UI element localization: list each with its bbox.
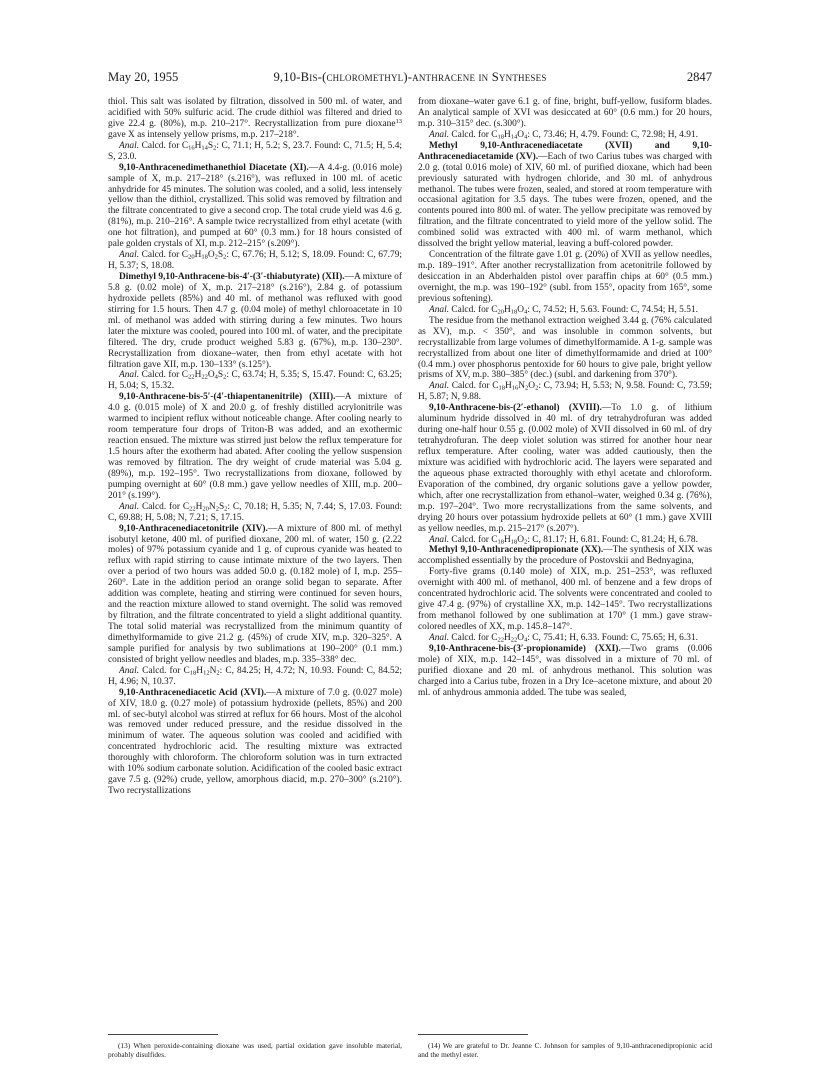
left-column: [108, 97, 402, 797]
left-paragraph: Anal. Calcd. for $C_{22}H_{22}O_4S_2$: C, 63.74; H, 5.35; S, 15.47. Found: C, 63.25; H, 5.04; S, 15.32.: [108, 370, 402, 392]
left-paragraph: Anal. Calcd. for $C_{20}H_{18}O_2S_2$: C, 67.76; H, 5.12; S, 18.09. Found: C, 67.79; H, 5.37; S, 18.08.: [108, 250, 402, 272]
footnote-14-text: (14) We are grateful to Dr. Jeanne C. Johnson for samples of 9,10-anthracenedipropionic acid and the methyl ester.: [418, 1041, 712, 1059]
running-header: [108, 70, 712, 88]
left-paragraph: 9,10-Anthracene-bis-5′-(4′-thiapentanenitrile) (XIII).—A mixture of 4.0 g. (0.015 mole) of X and 20.0 g. of freshly distilled acrylonitrile was warmed to incipient reflux without noticeable change. After cooling nearly to room temperature four drops of Triton-B was added, and an exothermic reaction ensued. The mixture was stirred just below the reflux temperature for 1.5 hours after the exotherm had abated. After cooling the yellow suspension was removed by filtration. The dry weight of crude material was 5.04 g. (89%), m.p. 192–195°. Two recrystallizations from dioxane, followed by pumping overnight at 60° (0.8 mm.) gave yellow needles of XIII, m.p. 200–201° (s.199°).: [108, 392, 402, 501]
anal-label: Anal.: [119, 370, 140, 381]
left-paragraph: 9,10-Anthracenediacetic Acid (XVI).—A mixture of 7.0 g. (0.027 mole) of XIV, 18.0 g. (0.27 mole) of potassium hydroxide (pellets, 85%) and 200 ml. of sec-butyl alcohol was stirred at reflux for 66 hours. Most of the alcohol was removed under reduced pressure, and the residue dissolved in the minimum of water. The aqueous solution was cooled and acidified with concentrated hydrochloric acid. The resulting mixture was extracted thoroughly with chloroform. The chloroform solution was in turn extracted with 10% sodium carbonate solution. Acidification of the cooled basic extract gave 7.5 g. (92%) crude, yellow, amorphous diacid, m.p. 270–300° (s.210°). Two recrystallizations: [108, 687, 402, 797]
compound-heading: 9,10-Anthracene-bis-5′-(4′-thiapentanenitrile) (XIII).: [119, 392, 336, 403]
header-date: May 20, 1955: [108, 70, 179, 84]
anal-label: Anal.: [429, 304, 450, 315]
right-paragraph: Anal. Calcd. for $C_{22}H_{22}O_4$: C, 75.41; H, 6.33. Found: C, 75.65; H, 6.31.: [429, 632, 698, 644]
header-title: 9,10-Bis-(chloromethyl)-anthracene in Syntheses: [273, 70, 547, 84]
anal-label: Anal.: [119, 250, 140, 261]
anal-label: Anal.: [429, 534, 450, 545]
anal-label: Anal.: [119, 501, 140, 512]
left-paragraph: 9,10-Anthracenedimethanethiol Diacetate (XI).—A 4.4-g. (0.016 mole) sample of X, m.p. 217–218° (s.216°), was refluxed in 100 ml. of acetic anhydride for 45 minutes. The solution was cooled, and a solid, less intensely yellow than the dithiol, crystallized. This solid was removed by filtration and the filtrate concentrated to give a second crop. The total crude yield was 4.6 g. (81%), m.p. 210–216°. A sample twice recrystallized from ethyl acetate (with one hot filtration), and pumped at 60° (0.3 mm.) for 18 hours consisted of pale golden crystals of XI, m.p. 212–215° (s.209°).: [108, 162, 402, 250]
right-paragraph: Forty-five grams (0.140 mole) of XIX, m.p. 251–253°, was refluxed overnight with 400 ml. of methanol, 400 ml. of benzene and a few drops of concentrated hydrochloric acid. The solvents were concentrated and cooled to give 47.4 g. (97%) of crystalline XX, m.p. 142–145°. Two recrystallizations from methanol followed by one sublimation at 170° (1 mm.) gave straw-colored needles of XX, m.p. 145.8–147°.: [418, 567, 712, 632]
right-paragraph: 9,10-Anthracene-bis-(2′-ethanol) (XVIII).—To 1.0 g. of lithium aluminum hydride dissolved in 40 ml. of dry tetrahydrofuran was added during one-half hour 0.55 g. (0.002 mole) of XVII dissolved in 60 ml. of dry tetrahydrofuran. The deep violet solution was stirred for another hour near reflux temperature. After cooling, water was added cautiously, then the mixture was acidified with hydrochloric acid. The layers were separated and the aqueous phase extracted thoroughly with ethyl acetate and chloroform. Evaporation of the combined, dry organic solutions gave a yellow powder, which, after one recrystallization from ethanol–water, weighed 0.34 g. (76%), m.p. 197–204°. Two more recrystallizations from the same solvents, and drying 20 hours over potassium hydroxide pellets at 60° (1 mm.) gave XVIII as yellow needles, m.p. 215–217° (s.207°).: [418, 403, 712, 534]
footnote-13: [108, 1041, 402, 1059]
compound-heading: 9,10-Anthracenedimethanethiol Diacetate (XI).: [119, 162, 309, 173]
left-paragraph: thiol. This salt was isolated by filtration, dissolved in 500 ml. of water, and acidified with 50% sulfuric acid. The crude dithiol was filtered and dried to give 22.4 g. (80%), m.p. 210–217°. Recrystallization from pure dioxane$^{13}$ gave X as intensely yellow prisms, m.p. 217–218°.: [108, 97, 402, 140]
right-paragraph: Anal. Calcd. for $C_{18}H_{14}O_4$: C, 73.46; H, 4.79. Found: C, 72.98; H, 4.91.: [429, 129, 698, 141]
compound-heading: 9,10-Anthracenediacetonitrile (XIV).: [119, 523, 268, 534]
left-paragraph: Anal. Calcd. for $C_{22}H_{20}N_2S_2$: C, 70.18; H, 5.35; N, 7.44; S, 17.03. Found: C, 69.88; H, 5.08; N, 7.21; S, 17.15.: [108, 501, 403, 523]
left-paragraph: Anal. Calcd. for $C_{16}H_{14}S_2$: C, 71.1; H, 5.2; S, 23.7. Found: C, 71.5; H, 5.4; S, 23.0.: [108, 140, 403, 162]
anal-label: Anal.: [119, 140, 140, 151]
footnote-14: [418, 1041, 712, 1059]
compound-heading: 9,10-Anthracene-bis-(2′-ethanol) (XVIII).: [429, 403, 602, 414]
right-paragraph: 9,10-Anthracene-bis-(3′-propionamide) (XXI).—Two grams (0.006 mole) of XIX, m.p. 142–145°, was dissolved in a mixture of 70 ml. of purified dioxane and 20 ml. of anhydrous methanol. This solution was charged into a Carius tube, frozen in a Dry Ice–acetone mixture, and about 20 ml. of anhydrous ammonia added. The tube was sealed,: [418, 643, 712, 698]
right-paragraph: Anal. Calcd. for $C_{18}H_{18}O_2$: C, 81.17; H, 6.81. Found: C, 81.24; H, 6.78.: [429, 534, 698, 545]
right-paragraph: The residue from the methanol extraction weighed 3.44 g. (76% calculated as XV), m.p. < 350°, and was insoluble in common solvents, but recrystallizable from large volumes of dimethylformamide. A 1-g. sample was recrystallized from about one liter of dimethylformamide and dried at 100° (0.4 mm.) over phosphorus pentoxide for 60 hours to give pale, bright yellow prisms of XV, m.p. 380–385° (dec.) (subl. and darkening from 370°).: [418, 315, 712, 381]
right-paragraph: Methyl 9,10-Anthracenediacetate (XVII) and 9,10-Anthracenediacetamide (XV).—Each of two Carius tubes was charged with 2.0 g. (total 0.016 mole) of XIV, 60 ml. of purified dioxane, which had been previously saturated with hydrogen chloride, and 30 ml. of anhydrous methanol. The tubes were frozen, sealed, and stored at room temperature with occasional agitation for 3.5 days. The tubes were frozen, opened, and the contents poured into 800 ml. of water. The yellow precipitate was removed by filtration, and the filtrate concentrated to yield more of the yellow solid. The combined solid was extracted with 400 ml. of warm methanol, which dissolved the bright yellow material, leaving a buff-colored powder.: [418, 140, 712, 250]
footnote-ref-13: 13: [395, 117, 402, 125]
compound-heading: Methyl 9,10-Anthracenediacetate (XVII) and 9,10-Anthracenediacetamide (XV).: [418, 140, 712, 162]
compound-heading: Dimethyl 9,10-Anthracene-bis-4′-(3′-thiabutyrate) (XII).: [119, 272, 345, 282]
page-number: 2847: [686, 70, 712, 84]
right-paragraph: Concentration of the filtrate gave 1.01 g. (20%) of XVII as yellow needles, m.p. 189–191°. After another recrystallization from acetonitrile followed by desiccation in an Abderhalden pistol over paraffin chips at 60° (0.5 mm.) overnight, the m.p. was 190–192° (subl. from 155°, opacity from 165°, some previous softening).: [418, 250, 712, 304]
anal-label: Anal.: [429, 129, 450, 140]
right-paragraph: Anal. Calcd. for $C_{18}H_{16}N_2O_2$: C, 73.94; H, 5.53; N, 9.58. Found: C, 73.59; H, 5.87; N, 9.88.: [418, 381, 712, 403]
right-paragraph: Methyl 9,10-Anthracenedipropionate (XX).—The synthesis of XIX was accomplished essentially by the procedure of Postovskii and Bednyagina,: [418, 545, 712, 567]
anal-label: Anal.: [429, 632, 450, 643]
compound-heading: 9,10-Anthracenediacetic Acid (XVI).: [119, 687, 267, 698]
compound-heading: Methyl 9,10-Anthracenedipropionate (XX).: [429, 545, 604, 556]
right-paragraph: Anal. Calcd. for $C_{20}H_{18}O_4$: C, 74.52; H, 5.63. Found: C, 74.54; H, 5.51.: [429, 304, 698, 316]
footnote-13-text: (13) When peroxide-containing dioxane was used, partial oxidation gave insoluble material, probably disulfides.: [108, 1041, 402, 1059]
right-paragraph: from dioxane–water gave 6.1 g. of fine, bright, buff-yellow, fusiform blades. An analytical sample of XVI was desiccated at 60° (0.6 mm.) for 20 hours, m.p. 310–315° dec. (s.300°).: [418, 97, 712, 129]
left-paragraph: 9,10-Anthracenediacetonitrile (XIV).—A mixture of 800 ml. of methyl isobutyl ketone, 400 ml. of purified dioxane, 200 ml. of water, 150 g. (2.22 moles) of 97% potassium cyanide and 1 g. of cuprous cyanide was heated to reflux with rapid stirring to cause intimate mixture of the two layers. Then over a period of two hours was added 50.0 g. (0.182 mole) of I, m.p. 255–260°. Late in the addition period an orange solid began to separate. After addition was complete, heating and stirring were continued for seven hours, and the reaction mixture allowed to stand overnight. The solid was removed by filtration, and the filtrate concentrated to yield a slight additional quantity. The total solid material was recrystallized from the minimum quantity of dimethylformamide to give 21.2 g. (45%) of crude XIV, m.p. 320–325°. A sample purified for analysis by two sublimations at 190–200° (0.1 mm.) consisted of bright yellow needles and blades, m.p. 335–338° dec.: [108, 523, 403, 665]
footnote-rule-right: [418, 1034, 528, 1035]
anal-label: Anal.: [429, 381, 450, 392]
anal-label: Anal.: [119, 665, 140, 676]
footnote-rule-left: [108, 1034, 218, 1035]
right-column: [418, 97, 712, 699]
left-paragraph: Dimethyl 9,10-Anthracene-bis-4′-(3′-thiabutyrate) (XII).—A mixture of 5.8 g. (0.02 mole) of X, m.p. 217–218° (s.216°), 2.84 g. of potassium hydroxide pellets (85%) and 40 ml. of methanol was refluxed with good stirring for 1.5 hours. Then 4.7 g. (0.04 mole) of methyl chloroacetate in 10 ml. of methanol was added with stirring during a few minutes. Two hours later the mixture was cooled, poured into 100 ml. of water, and the precipitate filtered. The dry, crude product weighed 5.83 g. (67%), m.p. 130–230°. Recrystallization from dioxane–water, then from ethyl acetate with hot filtration gave XII, m.p. 130–133° (s.125°).: [108, 272, 402, 370]
compound-heading: 9,10-Anthracene-bis-(3′-propionamide) (XXI).: [429, 643, 621, 654]
left-paragraph: Anal. Calcd. for $C_{18}H_{12}N_2$: C, 84.25; H, 4.72; N, 10.93. Found: C, 84.52; H, 4.96; N, 10.37.: [108, 665, 402, 687]
